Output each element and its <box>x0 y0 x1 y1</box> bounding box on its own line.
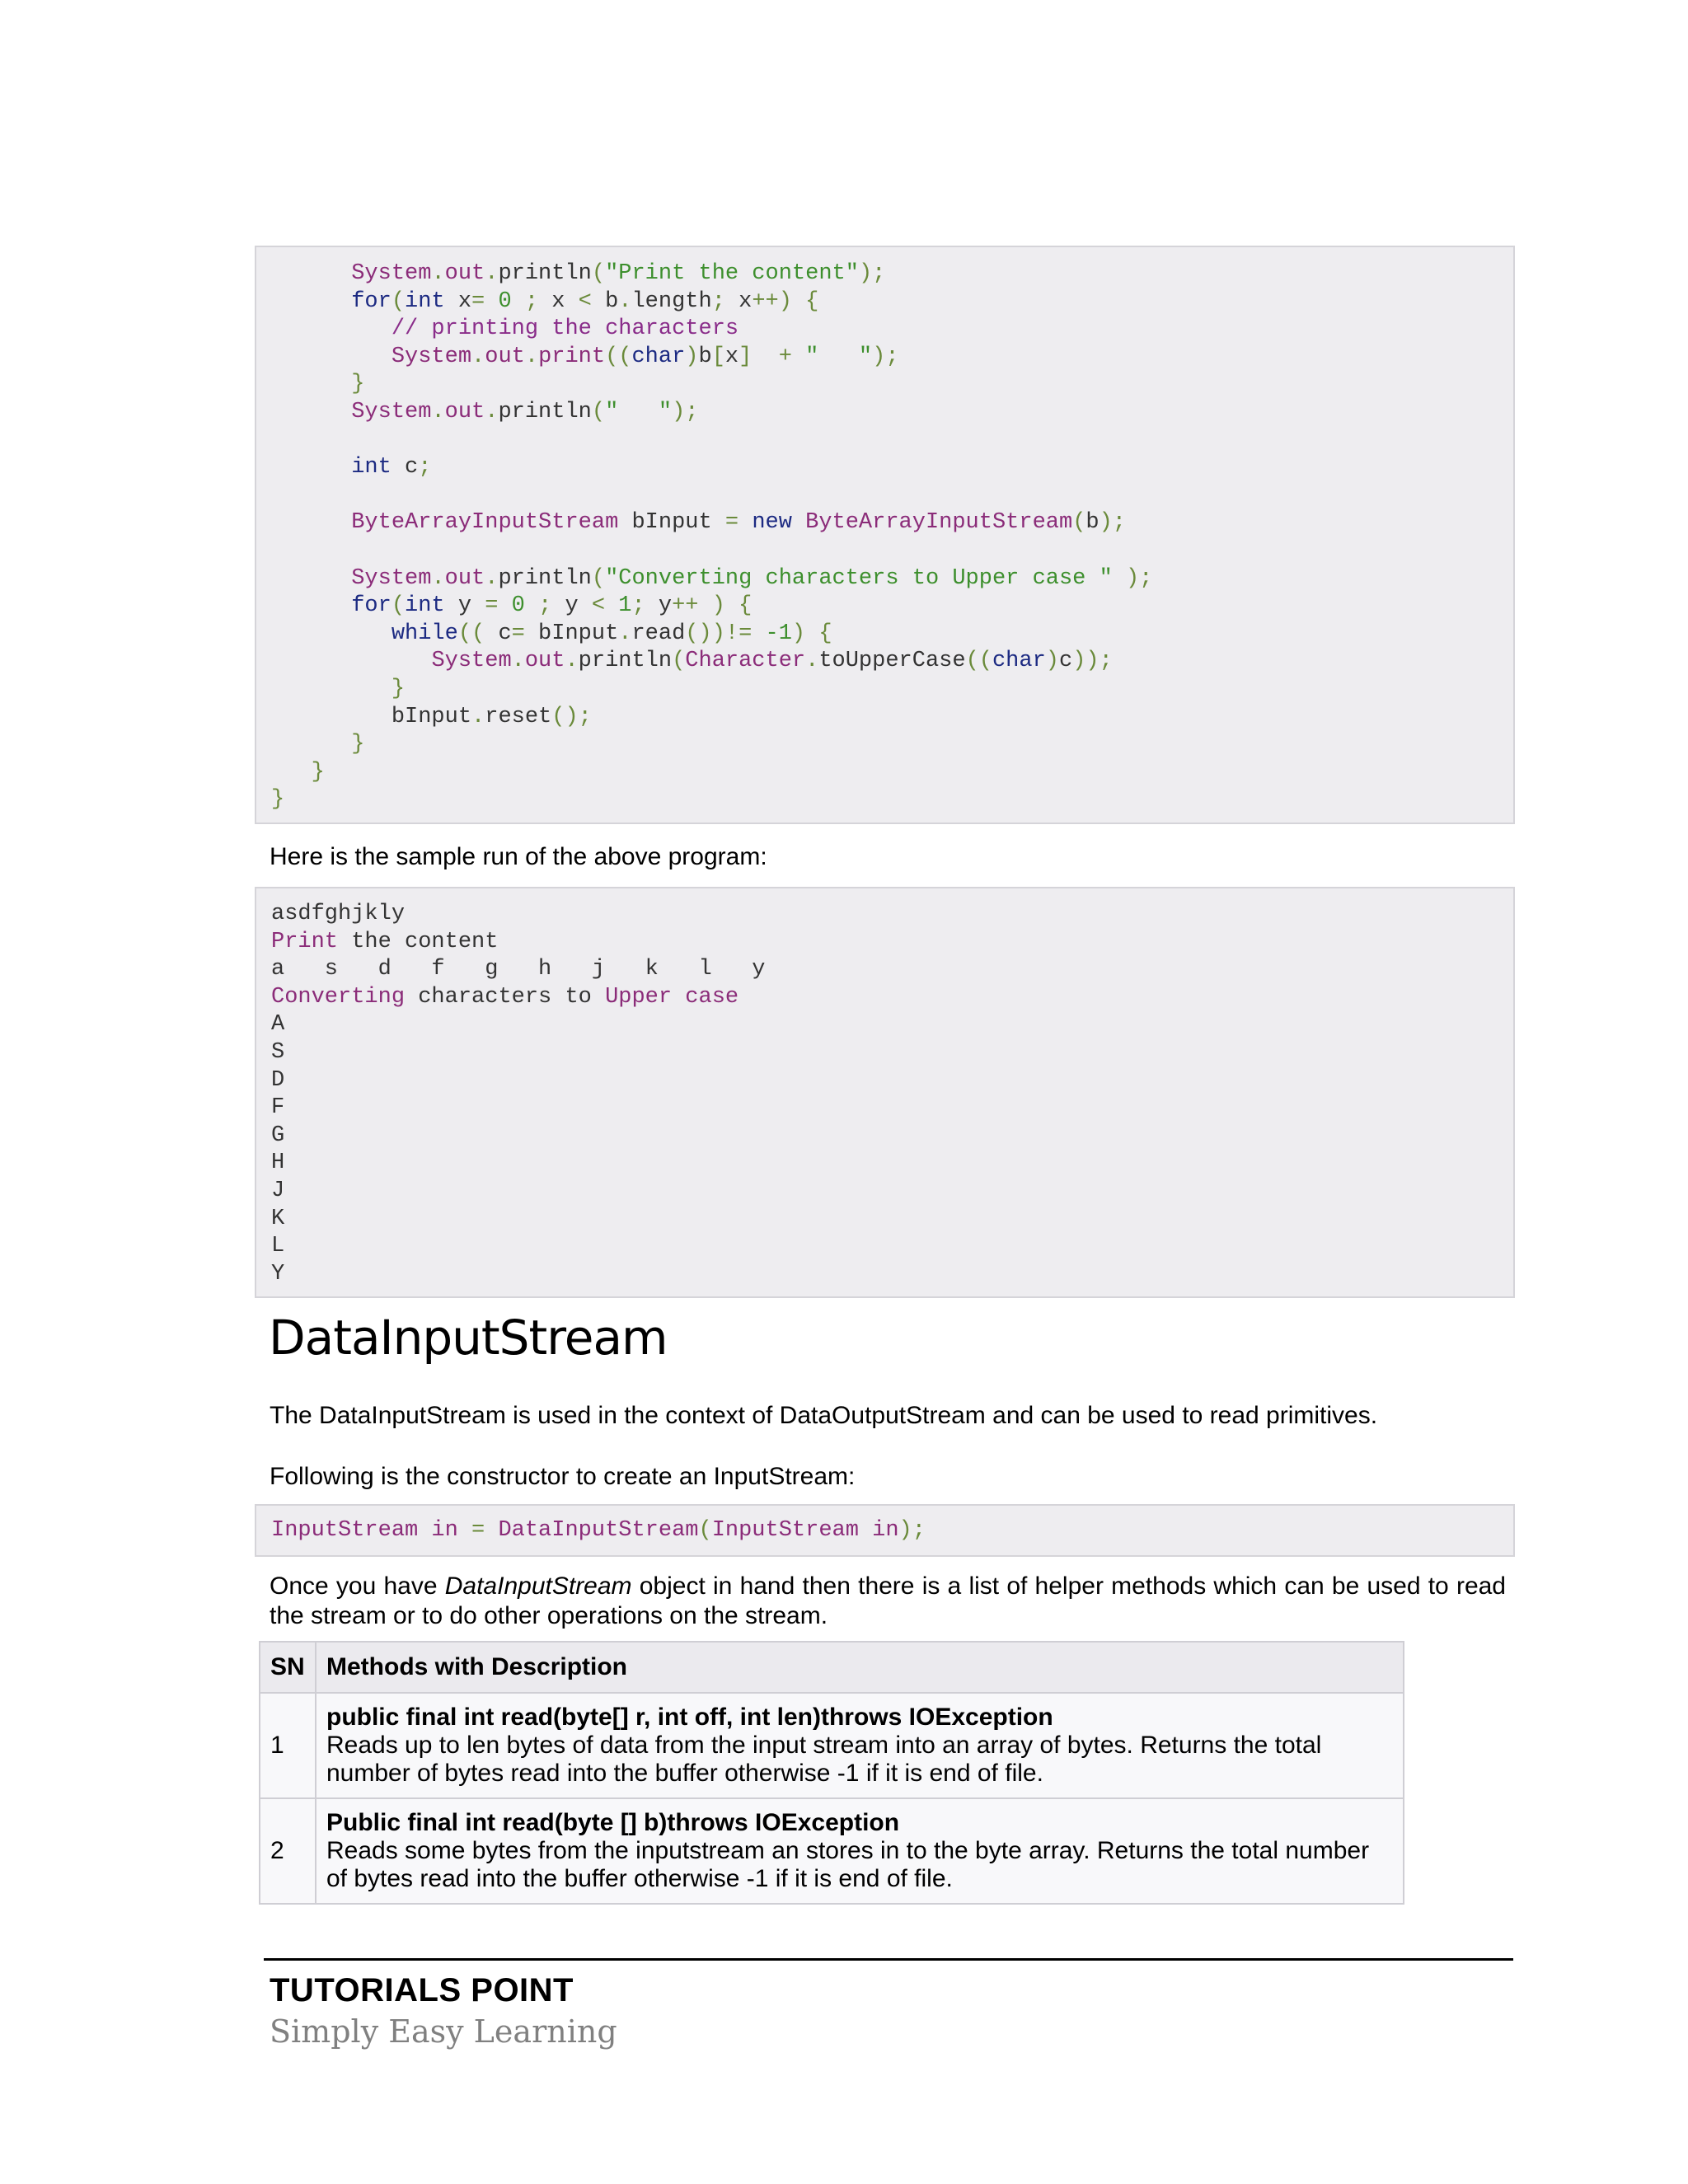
code-token: . <box>431 399 445 424</box>
code-line <box>271 288 1513 316</box>
code-token: + <box>752 344 806 369</box>
row-method-cell <box>316 1693 1404 1798</box>
code-token: = <box>485 593 499 619</box>
code-token: System <box>351 565 432 591</box>
code-token <box>271 372 351 396</box>
code-token: c <box>391 455 419 480</box>
code-token: for <box>351 288 392 314</box>
code-token: ; <box>418 455 432 480</box>
code-line <box>271 316 1513 344</box>
code-token: for <box>351 593 392 619</box>
code-line <box>271 1150 1513 1178</box>
code-token: char <box>992 649 1046 674</box>
code-token: . <box>485 565 499 591</box>
code-line <box>271 759 1513 787</box>
code-token: y <box>645 593 673 619</box>
code-token <box>485 1518 498 1543</box>
code-token: System <box>351 261 432 286</box>
code-token: ByteArrayInputStream <box>351 510 619 536</box>
helper-intro-after: object in hand then there is a list of helper methods which can be used to read the stream or to do other operations on the stream. <box>270 1572 1506 1629</box>
code-line <box>271 509 1513 537</box>
code-token: A <box>271 1012 285 1038</box>
code-line <box>271 621 1513 649</box>
code-token: ] <box>738 344 753 369</box>
code-token: ; <box>711 288 725 314</box>
code-token <box>271 677 392 701</box>
code-token: . <box>805 649 819 674</box>
code-line <box>271 1178 1513 1206</box>
code-token: H <box>271 1151 285 1176</box>
footer-brand: TUTORIALS POINT <box>270 1972 574 2008</box>
code-token: Upper <box>605 984 673 1010</box>
code-line <box>271 1067 1513 1095</box>
code-token: } <box>271 787 285 813</box>
code-token: ) { <box>698 593 753 619</box>
code-token: ()) <box>685 621 725 646</box>
code-token <box>271 621 392 646</box>
code-token: < <box>578 288 592 314</box>
code-token: . <box>618 288 632 314</box>
code-token: } <box>391 676 406 701</box>
code-block-output <box>255 887 1515 1298</box>
code-token: println <box>498 261 592 286</box>
code-token: out <box>444 399 485 424</box>
code-token: ( <box>391 288 406 314</box>
code-token: (( <box>605 344 632 369</box>
code-line <box>271 593 1513 621</box>
code-token: bInput <box>391 704 472 729</box>
code-token: x <box>724 344 739 369</box>
code-token: y <box>551 593 592 619</box>
method-description: Reads up to len bytes of data from the input stream into an array of bytes. Returns the total number of bytes read into the buffer otherwise -1 if it is end of file. <box>326 1732 1322 1787</box>
code-token: int <box>405 593 445 619</box>
code-line <box>271 371 1513 399</box>
code-line <box>271 454 1513 482</box>
code-token: . <box>524 344 539 369</box>
code-token: ( <box>591 261 606 286</box>
code-line <box>271 1039 1513 1067</box>
code-token: System <box>391 344 472 369</box>
code-block-program <box>255 246 1515 824</box>
code-token: println <box>578 649 673 674</box>
code-token: . <box>511 649 525 674</box>
code-token: . <box>565 649 579 674</box>
code-token: out <box>524 649 565 674</box>
helper-intro <box>270 1572 1506 1631</box>
header-sn: SN <box>260 1642 316 1693</box>
code-token: ( <box>1072 510 1086 536</box>
code-line <box>271 786 1513 814</box>
code-token: in <box>418 1518 472 1543</box>
code-token: ( <box>672 649 686 674</box>
code-line <box>271 929 1513 957</box>
code-token: ++ <box>672 593 699 619</box>
header-methods: Methods with Description <box>316 1642 1404 1693</box>
code-line <box>271 427 1513 455</box>
code-token: System <box>431 649 512 674</box>
code-token: bInput <box>524 621 619 646</box>
code-token: . <box>471 704 485 729</box>
code-line <box>271 648 1513 676</box>
code-token <box>271 261 351 286</box>
code-token: b <box>591 288 619 314</box>
code-token: . <box>471 344 485 369</box>
code-token: (); <box>551 704 592 729</box>
code-token: Print <box>271 929 339 954</box>
code-token: D <box>271 1067 285 1093</box>
code-token: b <box>1085 510 1100 536</box>
code-token: 0 <box>485 288 525 314</box>
code-token <box>672 985 685 1010</box>
table-header-row <box>260 1642 1404 1693</box>
code-token: . <box>485 399 499 424</box>
code-token: new <box>752 510 792 536</box>
code-token: ); <box>1099 510 1126 536</box>
code-line <box>271 901 1513 929</box>
code-line <box>271 956 1513 984</box>
code-line <box>271 984 1513 1012</box>
code-token: (( <box>457 621 485 646</box>
code-token: = <box>724 510 739 536</box>
code-token <box>271 732 351 757</box>
code-token: the content <box>338 929 499 954</box>
code-token: "Converting characters to Upper case " <box>605 565 1113 591</box>
code-token: char <box>631 344 686 369</box>
code-token <box>792 510 805 535</box>
code-token: ( <box>391 593 406 619</box>
code-token: } <box>351 732 365 757</box>
code-token: 1 <box>605 593 632 619</box>
code-token: . <box>618 621 632 646</box>
code-token: J <box>271 1178 285 1203</box>
code-token <box>271 760 312 785</box>
footer-divider <box>264 1958 1513 1961</box>
code-token: case <box>685 984 739 1010</box>
code-token <box>271 649 431 673</box>
code-token: ); <box>858 261 886 286</box>
method-signature: public final int read(byte[] r, int off, int len)throws IOException <box>326 1704 1053 1731</box>
code-token: DataInputStream <box>498 1518 699 1543</box>
method-description: Reads some bytes from the inputstream an stores in to the byte array. Returns the total number of bytes read into the buffer otherwise -1 if it is end of file. <box>326 1837 1370 1892</box>
code-token: = <box>511 621 525 646</box>
code-token: K <box>271 1206 285 1231</box>
code-token: ); <box>1112 565 1153 591</box>
code-token: ( <box>591 565 606 591</box>
code-token: out <box>444 261 485 286</box>
code-token: bInput <box>618 510 725 536</box>
code-token: ++) <box>752 288 792 314</box>
row-method-cell <box>316 1798 1404 1904</box>
code-line <box>271 676 1513 704</box>
code-token: InputStream <box>271 1518 419 1543</box>
table-row <box>260 1693 1404 1798</box>
code-token: ); <box>872 344 899 369</box>
code-token <box>271 316 392 341</box>
code-line <box>271 482 1513 510</box>
code-token <box>271 705 392 729</box>
code-token: = <box>471 288 485 314</box>
code-token: " " <box>605 399 673 424</box>
code-token: -1 <box>752 621 792 646</box>
code-token: x <box>724 288 753 314</box>
code-token: ; <box>631 593 645 619</box>
code-token: )); <box>1072 649 1113 674</box>
code-token: println <box>498 565 592 591</box>
code-token: b <box>698 344 712 369</box>
code-token: in <box>858 1518 899 1543</box>
code-line <box>271 399 1513 427</box>
code-line <box>271 704 1513 732</box>
code-token: ( <box>698 1518 712 1543</box>
code-token: ) <box>1045 649 1059 674</box>
code-token: int <box>405 288 445 314</box>
code-token: = <box>471 1518 485 1543</box>
helper-intro-emphasis: DataInputStream <box>444 1572 632 1600</box>
code-token: InputStream <box>711 1518 859 1543</box>
code-token: G <box>271 1122 285 1148</box>
row-sn: 2 <box>260 1798 316 1904</box>
methods-table <box>259 1641 1404 1905</box>
row-sn: 1 <box>260 1693 316 1798</box>
code-line <box>271 1517 1513 1545</box>
code-token: != <box>724 621 753 646</box>
method-signature: Public final int read(byte [] b)throws IOException <box>326 1809 900 1836</box>
code-token: ; <box>538 593 552 619</box>
code-token: . <box>431 565 445 591</box>
code-token: while <box>391 621 458 646</box>
code-token: < <box>591 593 606 619</box>
code-token: y <box>444 593 485 619</box>
code-token: F <box>271 1095 285 1121</box>
code-line <box>271 260 1513 288</box>
code-token: x <box>444 288 472 314</box>
code-line <box>271 344 1513 372</box>
code-token: int <box>351 455 392 480</box>
code-token: 0 <box>498 593 539 619</box>
code-token: ) <box>685 344 699 369</box>
code-token <box>271 455 351 480</box>
code-token: asdfghjkly <box>271 902 406 926</box>
code-token: c <box>485 621 512 646</box>
section-title: DataInputStream <box>269 1310 668 1366</box>
footer-tagline: Simply Easy Learning <box>270 2013 617 2050</box>
code-token: Y <box>271 1261 285 1286</box>
code-token: } <box>351 372 365 397</box>
code-line <box>271 1094 1513 1122</box>
code-token: characters to <box>405 984 606 1010</box>
code-token: out <box>485 344 525 369</box>
code-token: { <box>791 288 819 314</box>
code-token <box>738 510 752 535</box>
code-line <box>271 1261 1513 1289</box>
code-line <box>271 1122 1513 1151</box>
code-token: " " <box>805 344 873 369</box>
table-row <box>260 1798 1404 1904</box>
intro-paragraph: The DataInputStream is used in the context of DataOutputStream and can be used to read primitives. <box>270 1402 1378 1429</box>
code-token: a s d f g h j k l y <box>271 957 766 982</box>
helper-intro-before: Once you have <box>270 1572 445 1600</box>
code-token: ); <box>672 399 699 424</box>
code-token: toUpperCase <box>818 649 966 674</box>
code-block-constructor <box>255 1504 1515 1557</box>
code-token: ByteArrayInputStream <box>805 510 1073 536</box>
code-token: reset <box>485 704 552 729</box>
code-token <box>271 510 351 535</box>
code-token: } <box>311 759 325 785</box>
constructor-intro: Following is the constructor to create an InputStream: <box>270 1463 856 1490</box>
code-token <box>271 566 351 591</box>
code-token: ( <box>591 399 606 424</box>
code-token: S <box>271 1039 285 1065</box>
code-line <box>271 565 1513 593</box>
sample-run-intro: Here is the sample run of the above program: <box>270 843 767 870</box>
code-token: [ <box>711 344 725 369</box>
code-token: c <box>1058 649 1073 674</box>
code-token: ); <box>898 1518 926 1543</box>
code-token: "Print the content" <box>605 261 859 286</box>
code-token <box>271 344 392 369</box>
code-token <box>271 593 351 618</box>
code-token: // printing the characters <box>391 316 739 342</box>
code-token: print <box>538 344 606 369</box>
code-token: Converting <box>271 984 406 1010</box>
code-token: L <box>271 1234 285 1259</box>
code-token: ) <box>791 621 806 646</box>
code-line <box>271 537 1513 565</box>
code-token: length <box>631 288 712 314</box>
code-token: read <box>631 621 686 646</box>
code-token: Character <box>685 649 806 674</box>
code-line <box>271 731 1513 759</box>
code-token: ; <box>524 288 539 314</box>
code-token: { <box>805 621 832 646</box>
code-token: (( <box>965 649 992 674</box>
code-token <box>271 289 351 314</box>
code-token <box>271 400 351 424</box>
code-token: out <box>444 565 485 591</box>
code-line <box>271 1206 1513 1234</box>
code-line <box>271 1011 1513 1039</box>
code-token: . <box>431 261 445 286</box>
code-line <box>271 1233 1513 1261</box>
code-token: x <box>538 288 579 314</box>
code-token: System <box>351 399 432 424</box>
code-token: println <box>498 399 592 424</box>
code-token: . <box>485 261 499 286</box>
